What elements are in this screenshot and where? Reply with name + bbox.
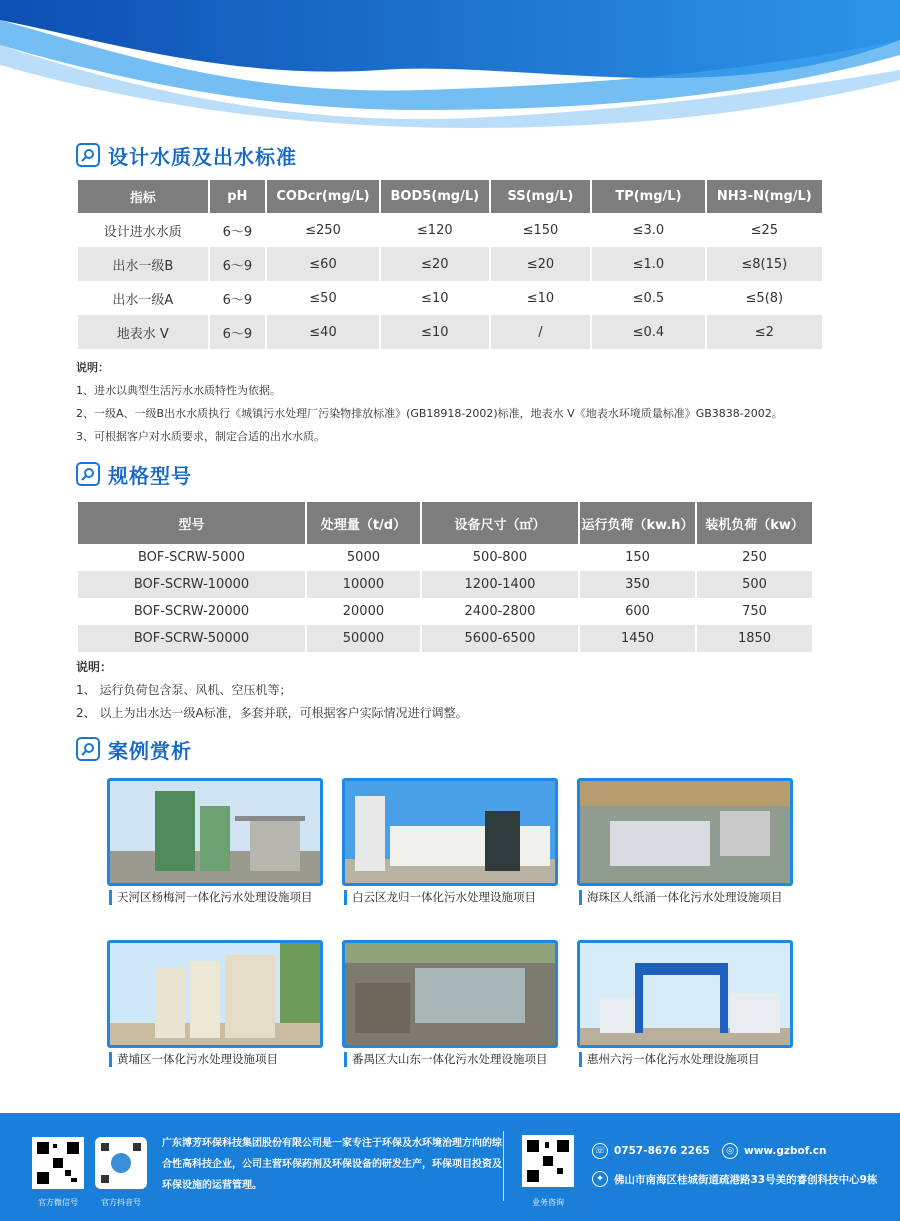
table-cell: 20000 (342, 604, 385, 619)
globe-icon: ◎ (722, 1143, 738, 1159)
header-cell: SS(mg/L) (491, 180, 591, 213)
case-caption: 惠州六污一体化污水处理设施项目 (577, 1048, 793, 1071)
table-row (78, 213, 822, 247)
table-cell: 6～9 (210, 315, 266, 349)
water-standards-table (76, 180, 824, 349)
table-cell: 1850 (697, 625, 812, 652)
footer-bar (0, 1113, 900, 1221)
case-card (577, 778, 793, 909)
case-card (342, 778, 558, 909)
table-cell: 5600-6500 (422, 625, 578, 652)
table-cell: BOF-SCRW-5000 (137, 550, 246, 565)
case-caption: 番禺区大山东一体化污水处理设施项目 (342, 1048, 558, 1071)
table-cell: 10000 (307, 571, 420, 598)
cases-section-title (76, 735, 192, 763)
address-contact (592, 1171, 877, 1187)
table-row (78, 544, 812, 571)
qr-label: 官方抖音号 (101, 1198, 141, 1207)
case-card (107, 778, 323, 909)
table-cell: ≤0.4 (592, 315, 704, 349)
table-cell: ≤10 (381, 315, 489, 349)
header-cell: NH3-N(mg/L) (707, 180, 822, 213)
table-cell: BOF-SCRW-50000 (78, 625, 305, 652)
header-cell: 装机负荷（kw） (697, 502, 812, 544)
table-header-row (78, 180, 822, 213)
qr-label: 官方微信号 (38, 1198, 78, 1207)
website-link[interactable]: www.gzbof.cn (744, 1145, 827, 1157)
table-row (78, 315, 822, 349)
table-row (78, 625, 812, 652)
case-photo (342, 778, 558, 886)
table-cell: ≤60 (267, 247, 379, 281)
table-cell: ≤0.5 (632, 290, 665, 306)
table-cell: BOF-SCRW-20000 (133, 604, 250, 619)
table-row (78, 571, 812, 598)
table-cell: ≤20 (381, 247, 489, 281)
website-contact[interactable] (722, 1143, 826, 1159)
case-photo (107, 940, 323, 1048)
table-row (78, 247, 822, 281)
notes-heading: 说明： (76, 361, 109, 374)
table-cell: 600 (625, 604, 650, 619)
table-cell: 1200-1400 (422, 571, 578, 598)
company-description: 广东博芳环保科技集团股份有限公司是一家专注于环保及水环境治理方向的综合性高科技企业，公司主营环保药剂及环保设备的研发生产，环保项目投资及环保设施的运营管理。 (162, 1138, 502, 1191)
case-caption: 白云区龙归一体化污水处理设施项目 (342, 886, 558, 909)
table-cell: 5000 (346, 550, 380, 565)
case-caption: 黄埔区一体化污水处理设施项目 (107, 1048, 323, 1071)
header-cell: pH (210, 180, 266, 213)
table-cell: 1450 (580, 625, 695, 652)
table-header-row (78, 502, 812, 544)
header-cell: 设备尺寸（㎡） (422, 502, 578, 544)
table-cell: ≤3.0 (632, 222, 665, 238)
table-cell: 6～9 (222, 292, 253, 308)
table-cell: 150 (625, 550, 650, 565)
case-photo (107, 778, 323, 886)
note-line: 1、 运行负荷包含泵、风机、空压机等； (76, 683, 292, 697)
magnifier-icon (76, 143, 100, 167)
table-cell: BOF-SCRW-10000 (78, 571, 305, 598)
specs-section-title (76, 460, 192, 488)
table-cell: ≤10 (526, 290, 555, 306)
notes-heading: 说明： (76, 660, 113, 674)
table-cell: ≤8(15) (707, 247, 822, 281)
table-cell: ≤5(8) (745, 290, 784, 306)
header-cell: 型号 (78, 502, 305, 544)
section-title-text: 案例赏析 (108, 738, 192, 763)
table-cell: 250 (742, 550, 767, 565)
header-cell: 指标 (78, 180, 208, 213)
header-cell: TP(mg/L) (592, 180, 704, 213)
header-cell: BOD5(mg/L) (381, 180, 489, 213)
table-cell: ≤40 (267, 315, 379, 349)
table-row (78, 281, 822, 315)
table-cell: 6～9 (222, 224, 253, 240)
phone-number: 0757-8676 2265 (614, 1145, 710, 1157)
magnifier-icon (76, 737, 100, 761)
phone-contact (592, 1143, 710, 1159)
case-photo (577, 778, 793, 886)
table-cell: 50000 (307, 625, 420, 652)
case-photo (577, 940, 793, 1048)
phone-icon: ☏ (592, 1143, 608, 1159)
table-cell: 500-800 (472, 550, 528, 565)
magnifier-icon (76, 462, 100, 486)
standards-section-title (76, 141, 297, 169)
case-caption: 天河区杨梅河一体化污水处理设施项目 (107, 886, 323, 909)
table-cell: ≤250 (305, 222, 341, 238)
douyin-qr-code (95, 1137, 147, 1189)
table-cell: ≤1.0 (592, 247, 704, 281)
table-cell: 2400-2800 (464, 604, 536, 619)
note-line: 2、 以上为出水达一级A标准，多套并联，可根据客户实际情况进行调整。 (76, 706, 468, 720)
consult-qr-code (522, 1135, 574, 1187)
location-pin-icon: ⌖ (592, 1171, 608, 1187)
note-line: 2、一级A、一级B出水水质执行《城镇污水处理厂污染物排放标准》(GB18918-2002)标准，地表水 V《地表水环境质量标准》GB3838-2002。 (76, 407, 783, 420)
table-cell: 地表水 V (78, 315, 208, 349)
specs-notes (76, 656, 836, 725)
header-cell: CODcr(mg/L) (267, 180, 379, 213)
table-cell: ≤25 (750, 222, 779, 238)
note-line: 1、进水以典型生活污水水质特性为依据。 (76, 384, 281, 397)
wechat-qr-code (32, 1137, 84, 1189)
table-cell: ≤2 (707, 315, 822, 349)
table-cell: 500 (697, 571, 812, 598)
case-card (577, 940, 793, 1071)
table-cell: 350 (580, 571, 695, 598)
footer-divider (503, 1131, 504, 1201)
case-card (342, 940, 558, 1071)
case-caption: 海珠区人纸涌一体化污水处理设施项目 (577, 886, 793, 909)
address-text: 佛山市南海区桂城街道疏港路33号美的睿创科技中心9栋 (614, 1173, 878, 1186)
table-row (78, 598, 812, 625)
table-cell: / (491, 315, 591, 349)
note-line: 3、可根据客户对水质要求，制定合适的出水水质。 (76, 430, 325, 443)
table-cell: ≤120 (416, 222, 453, 238)
table-cell: 750 (742, 604, 767, 619)
case-card (107, 940, 323, 1071)
table-cell: ≤50 (309, 290, 337, 306)
header-wave-banner (0, 0, 900, 130)
case-photo (342, 940, 558, 1048)
qr-label: 业务咨询 (532, 1198, 564, 1207)
section-title-text: 设计水质及出水标准 (108, 144, 297, 169)
table-cell: ≤10 (421, 290, 449, 306)
table-cell: 出水一级B (78, 247, 208, 281)
standards-notes (76, 356, 836, 448)
table-cell: 6～9 (210, 247, 266, 281)
table-cell: ≤20 (491, 247, 591, 281)
header-cell: 处理量（t/d） (307, 502, 420, 544)
table-cell: 出水一级A (112, 292, 174, 308)
table-cell: 设计进水水质 (103, 224, 182, 240)
header-cell: 运行负荷（kw.h） (580, 502, 695, 544)
section-title-text: 规格型号 (108, 463, 192, 488)
specs-table (76, 502, 814, 652)
table-cell: ≤150 (522, 222, 559, 238)
